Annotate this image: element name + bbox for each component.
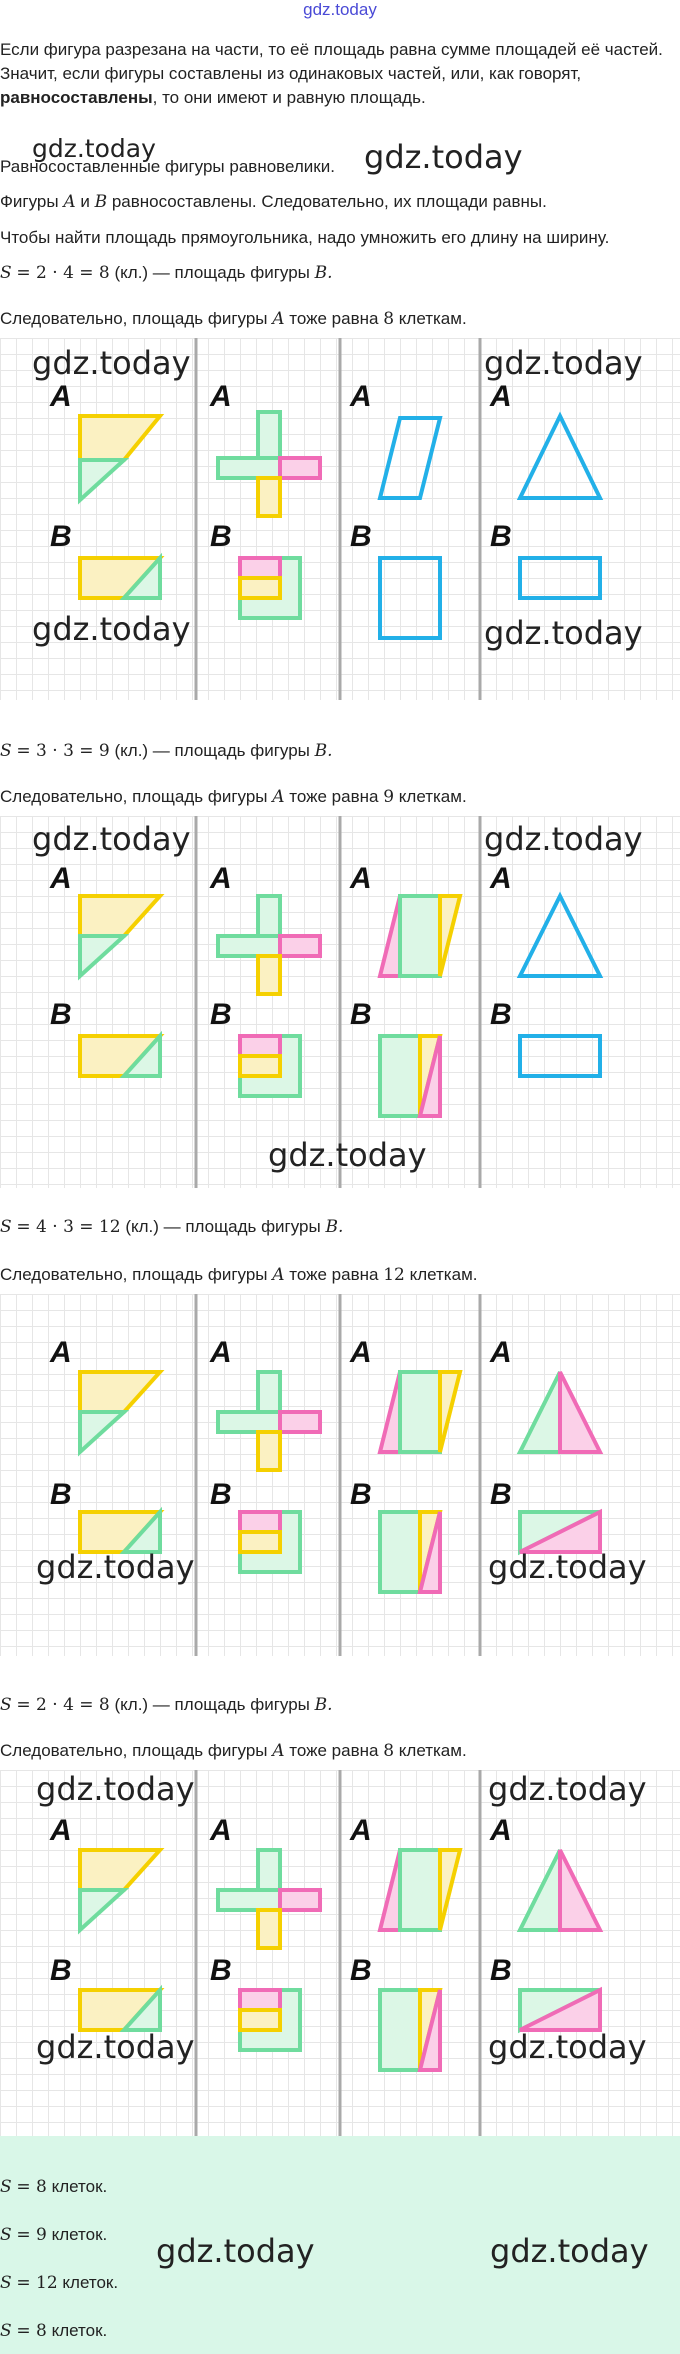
number: 8 [383,1741,395,1761]
formula-unit: (кл.) — площадь фигуры [114,263,310,282]
label-b: B [50,998,72,1031]
text-part: клеткам. [409,1265,478,1284]
formula-line [0,1216,668,1238]
figure-a2 [218,412,320,516]
formula-var: B. [314,263,333,283]
figure-a1 [80,1850,160,1930]
watermark: gdz.today [36,1770,195,1808]
figures-svg-3 [0,1294,680,1656]
formula-unit: (кл.) — площадь фигуры [114,741,310,760]
conclusion-line [0,1264,668,1286]
figure-a3 [380,896,460,976]
label-b: B [490,998,512,1031]
figure-a3 [380,1850,460,1930]
label-b: B [210,1478,232,1511]
answer-unit: клеток. [51,2177,108,2196]
watermark: gdz.today [488,2028,647,2066]
watermark: gdz.today [32,820,191,858]
answer-lhs: S [0,2321,12,2341]
text-part: Следовательно, площадь фигуры [0,309,268,328]
figure-a3 [380,1372,460,1452]
figure-a2 [218,896,320,994]
watermark: gdz.today [490,2232,649,2270]
figure-b2 [240,1512,300,1572]
intro-paragraph [0,38,668,110]
answer-unit: клеток. [51,2225,108,2244]
figure-a4 [520,1372,600,1452]
text-part: клеткам. [398,1741,467,1760]
var-a: A [272,309,285,329]
answer-unit: клеток. [62,2273,119,2292]
text-part: тоже равна [289,1265,379,1284]
text-part: тоже равна [289,787,379,806]
figure-grid-4 [0,1770,680,2136]
answer-block [0,2136,680,2354]
watermark: gdz.today [488,1548,647,1586]
formula-var: B. [325,1217,344,1237]
figure-grid-2 [0,816,680,1188]
formula-lhs: S [0,741,12,761]
formula-var: B. [314,741,333,761]
text-part: Следовательно, площадь фигуры [0,787,268,806]
figure-a4 [520,1850,600,1930]
figure-a3 [380,418,440,498]
label-a: A [50,1814,72,1847]
intro-figures-line [0,191,668,213]
figure-a4 [520,416,600,498]
figure-a4 [520,896,600,976]
text-part: клеткам. [398,787,467,806]
answer-expr: = 12 [16,2273,58,2293]
figure-a1 [80,1372,160,1452]
label-a: A [350,862,372,895]
figure-b1 [80,558,160,598]
watermark: gdz.today [32,344,191,382]
site-header[interactable]: gdz.today [303,0,377,19]
watermark: gdz.today [488,1770,647,1808]
number: 8 [383,309,395,329]
answer-line [0,2176,668,2198]
label-b: B [210,520,232,553]
figure-b3 [380,558,440,638]
figures-svg-2 [0,816,680,1188]
figure-a2 [218,1850,320,1948]
label-a: A [210,862,232,895]
label-b: B [350,998,372,1031]
dividers [196,816,480,1188]
watermark: gdz.today [156,2232,315,2270]
label-a: A [50,380,72,413]
label-b: B [210,1954,232,1987]
figure-b4 [520,1990,600,2030]
figure-b2 [240,558,300,618]
figure-b2 [240,1036,300,1096]
var-a: A [272,1741,285,1761]
answer-lhs: S [0,2225,12,2245]
var-a: A [272,1265,285,1285]
text-part: тоже равна [289,309,379,328]
label-a: A [210,1814,232,1847]
figure-grid-3 [0,1294,680,1656]
answer-line [0,2320,668,2342]
answer-unit: клеток. [51,2321,108,2340]
label-b: B [490,1478,512,1511]
dividers [196,338,480,700]
label-a: A [490,1814,512,1847]
formula-expr: = 2 · 4 = 8 [16,263,110,283]
formula-lhs: S [0,263,12,283]
label-b: B [210,998,232,1031]
text-part: равносоставлены. Следовательно, их площади равны. [111,192,547,211]
label-a: A [350,380,372,413]
figures-svg-4 [0,1770,680,2136]
figure-grid-1 [0,338,680,700]
formula-lhs: S [0,1695,12,1715]
watermark: gdz.today [36,2028,195,2066]
formula-var: B. [314,1695,333,1715]
figure-b3 [380,1990,440,2070]
figure-b1 [80,1036,160,1076]
label-a: A [490,1336,512,1369]
figure-a2 [218,1372,320,1470]
label-b: B [50,1954,72,1987]
label-b: B [350,1954,372,1987]
answer-expr: = 8 [16,2177,47,2197]
var-a: A [63,192,76,212]
watermark: gdz.today [484,820,643,858]
formula-unit: (кл.) — площадь фигуры [125,1217,321,1236]
figure-b4 [520,1036,600,1076]
intro-bold-term: равносоставлены [0,88,153,107]
label-a: A [350,1814,372,1847]
figure-b1 [80,1512,160,1552]
label-a: A [50,862,72,895]
watermark: gdz.today [268,1136,427,1174]
formula-line [0,1694,668,1716]
answer-lhs: S [0,2177,12,2197]
figure-a1 [80,896,160,976]
text-part: Следовательно, площадь фигуры [0,1265,268,1284]
conclusion-line [0,1740,668,1762]
text-part: тоже равна [289,1741,379,1760]
intro-statement: Равносоставленные фигуры равновелики. [0,157,335,176]
answer-expr: = 8 [16,2321,47,2341]
formula-lhs: S [0,1217,12,1237]
label-b: B [50,520,72,553]
figure-b2 [240,1990,300,2050]
answer-line [0,2272,668,2294]
intro-end: , то они имеют и равную площадь. [152,88,426,107]
formula-line [0,740,668,762]
label-a: A [490,862,512,895]
conclusion-line [0,786,668,808]
intro-rule: Чтобы найти площадь прямоугольника, надо умножить его длину на ширину. [0,228,610,247]
figure-b4 [520,558,600,598]
watermark: gdz.today [32,610,191,648]
figure-b4 [520,1512,600,1552]
formula-expr: = 4 · 3 = 12 [16,1217,121,1237]
answer-lhs: S [0,2273,12,2293]
conclusion-line [0,308,668,330]
var-a: A [272,787,285,807]
figure-a1 [80,416,160,500]
dividers [196,1294,480,1656]
dividers [196,1770,480,2136]
watermark: gdz.today [36,1548,195,1586]
text-part: Следовательно, площадь фигуры [0,1741,268,1760]
formula-expr: = 3 · 3 = 9 [16,741,110,761]
figure-b3 [380,1512,440,1592]
label-b: B [490,520,512,553]
text-part: клеткам. [398,309,467,328]
label-a: A [50,1336,72,1369]
text-part: Фигуры [0,192,59,211]
answer-expr: = 9 [16,2225,47,2245]
formula-unit: (кл.) — площадь фигуры [114,1695,310,1714]
label-a: A [490,380,512,413]
watermark: gdz.today [484,344,643,382]
text-part: и [80,192,90,211]
label-b: B [350,1478,372,1511]
var-b: B [94,192,108,212]
formula-expr: = 2 · 4 = 8 [16,1695,110,1715]
label-a: A [210,1336,232,1369]
watermark: gdz.today [364,138,523,176]
label-b: B [490,1954,512,1987]
label-b: B [50,1478,72,1511]
number: 12 [383,1265,405,1285]
label-a: A [350,1336,372,1369]
intro-text: Если фигура разрезана на части, то её площадь равна сумме площадей её частей. Значит, если фигуры составлены из одинаковых частей, или, как говорят, [0,40,663,83]
label-a: A [210,380,232,413]
watermark: gdz.today [484,614,643,652]
number: 9 [383,787,395,807]
figure-b1 [80,1990,160,2030]
figure-b3 [380,1036,440,1116]
formula-line [0,262,668,284]
watermark: gdz.today [32,134,156,163]
label-b: B [350,520,372,553]
